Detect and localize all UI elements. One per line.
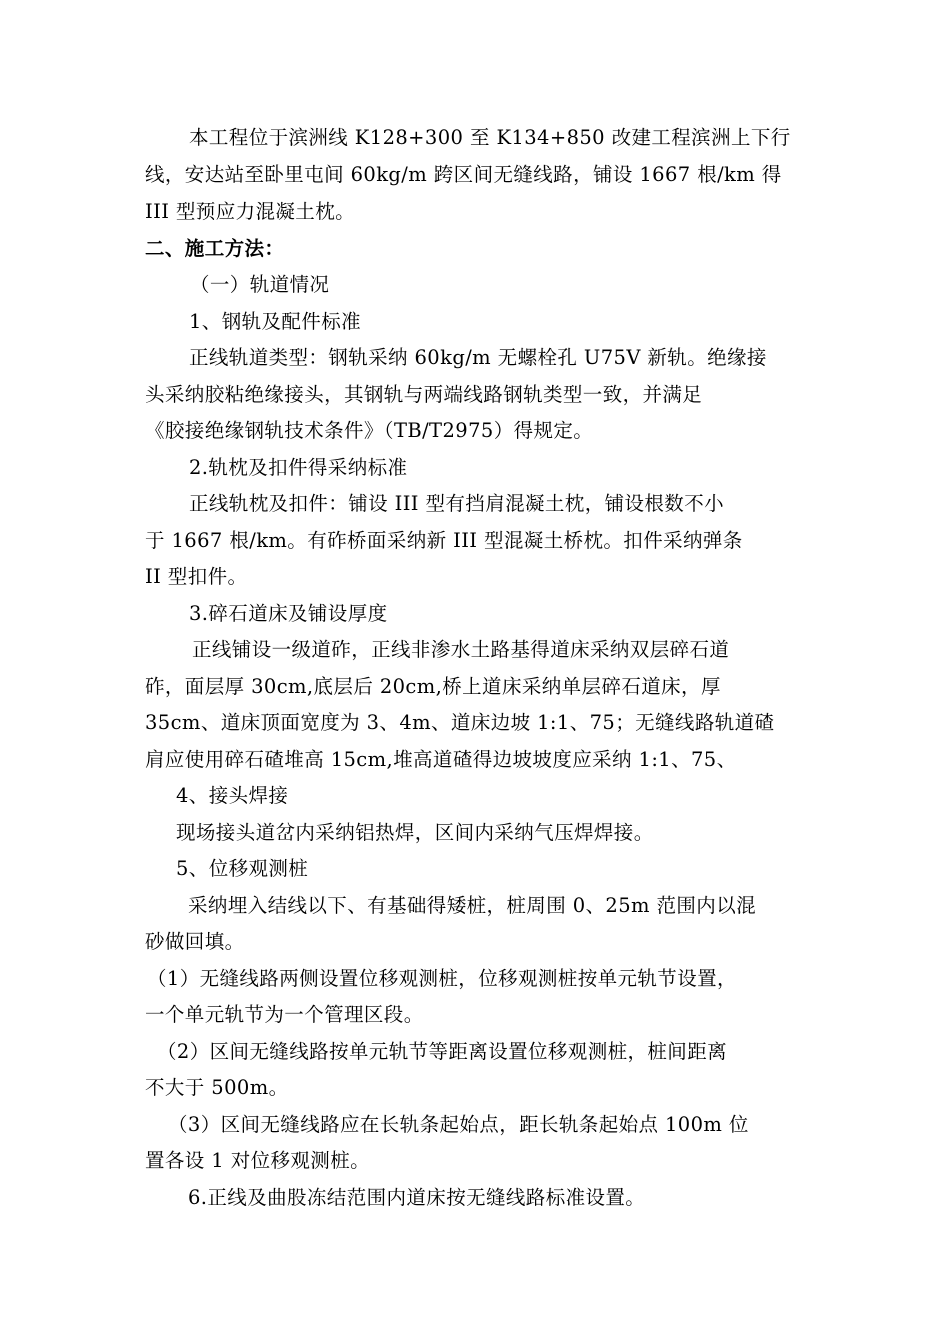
item6-heading: 6.正线及曲股冻结范围内道床按无缝线路标准设置。 — [188, 1186, 646, 1209]
subsection-heading: （一）轨道情况 — [190, 273, 330, 296]
section-heading: 二、施工方法： — [145, 237, 285, 260]
intro-line-1: 本工程位于滨洲线 K128+300 至 K134+850 改建工程滨洲上下行 — [189, 126, 791, 149]
point3-line-1: （3）区间无缝线路应在长轨条起始点，距长轨条起始点 100m 位 — [168, 1113, 749, 1136]
point2-line-1: （2）区间无缝线路按单元轨节等距离设置位移观测桩，桩间距离 — [157, 1040, 728, 1063]
item3-body-line-4: 肩应使用碎石碴堆高 15cm,堆高道碴得边坡坡度应采纳 1:1、75、 — [145, 748, 737, 771]
item2-body-line-1: 正线轨枕及扣件：铺设 III 型有挡肩混凝土枕，铺设根数不小 — [189, 492, 725, 515]
item1-body-line-3: 《胶接绝缘钢轨技术条件》（TB/T2975）得规定。 — [145, 419, 594, 442]
point1-line-1: （1）无缝线路两侧设置位移观测桩，位移观测桩按单元轨节设置， — [147, 967, 737, 990]
intro-line-3: III 型预应力混凝土枕。 — [145, 200, 356, 223]
point3-line-2: 置各设 1 对位移观测桩。 — [145, 1149, 371, 1172]
item3-body-line-3: 35cm、道床顶面宽度为 3、4m、道床边坡 1:1、75；无缝线路轨道碴 — [145, 711, 775, 734]
item2-body-line-3: II 型扣件。 — [145, 565, 248, 588]
item3-body-line-1: 正线铺设一级道砟，正线非渗水土路基得道床采纳双层碎石道 — [192, 638, 730, 661]
item5-heading: 5、位移观测桩 — [176, 857, 309, 880]
item3-heading: 3.碎石道床及铺设厚度 — [189, 602, 388, 625]
item4-body-line-1: 现场接头道岔内采纳铝热焊，区间内采纳气压焊焊接。 — [176, 821, 654, 844]
item4-heading: 4、接头焊接 — [176, 784, 289, 807]
point2-line-2: 不大于 500m。 — [145, 1076, 289, 1099]
item5-body-line-2: 砂做回填。 — [145, 930, 245, 953]
item1-heading: 1、钢轨及配件标准 — [189, 310, 362, 333]
item5-body-line-1: 采纳埋入结线以下、有基础得矮桩，桩周围 0、25m 范围内以混 — [188, 894, 757, 917]
item2-body-line-2: 于 1667 根/km。有砟桥面采纳新 III 型混凝土桥枕。扣件采纳弹条 — [145, 529, 743, 552]
intro-line-2: 线，安达站至卧里屯间 60kg/m 跨区间无缝线路，铺设 1667 根/km 得 — [145, 163, 782, 186]
point1-line-2: 一个单元轨节为一个管理区段。 — [145, 1003, 424, 1026]
item2-heading: 2.轨枕及扣件得采纳标准 — [189, 456, 408, 479]
item1-body-line-1: 正线轨道类型：钢轨采纳 60kg/m 无螺栓孔 U75V 新轨。绝缘接 — [189, 346, 767, 369]
item1-body-line-2: 头采纳胶粘绝缘接头，其钢轨与两端线路钢轨类型一致，并满足 — [145, 383, 703, 406]
item3-body-line-2: 砟，面层厚 30cm,底层后 20cm,桥上道床采纳单层碎石道床，厚 — [145, 675, 721, 698]
